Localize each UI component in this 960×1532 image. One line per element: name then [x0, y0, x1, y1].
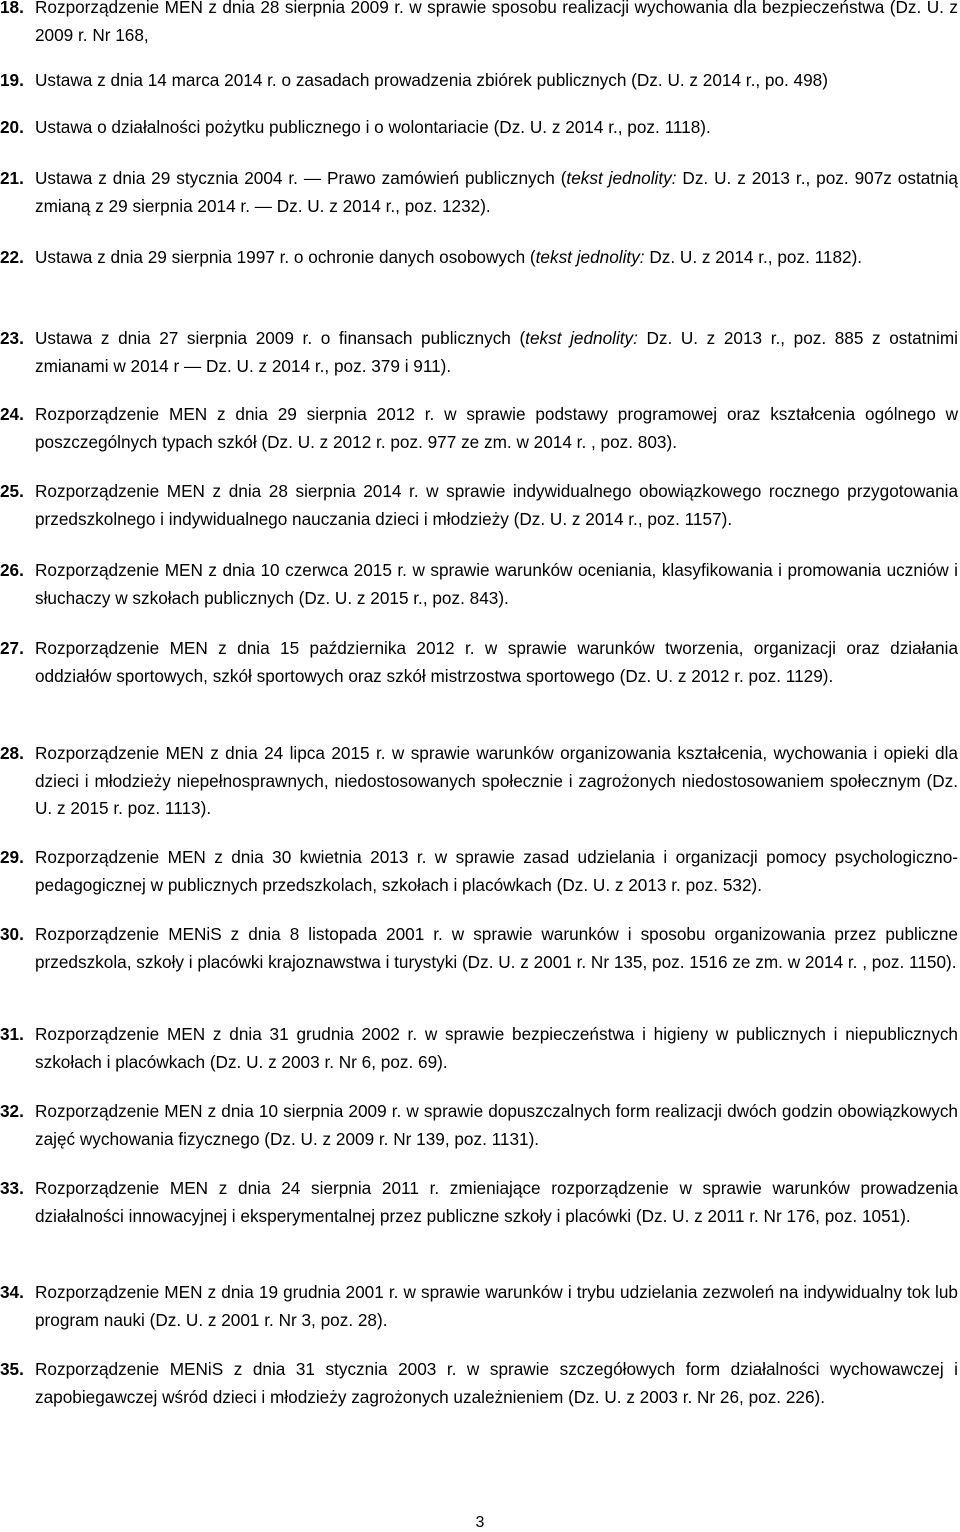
item-text-italic: tekst jednolity: [566, 168, 677, 188]
item-number: 25. [0, 481, 24, 501]
list-item [0, 0, 958, 49]
item-number: 23. [0, 328, 24, 348]
item-text: Rozporządzenie MEN z dnia 28 sierpnia 2014 r. w sprawie indywidualnego obowiązkowego rocznego przygotowania przedszkolnego i indywidualnego nauczania dzieci i młodzieży (Dz. U. z 2014 r., poz. 1157). [35, 481, 958, 529]
list-item [0, 67, 958, 95]
list-item [0, 325, 958, 380]
item-text-part: Dz. U. z 2013 r., poz. 907z ostatnią zmianą z 29 sierpnia 2014 r. — Dz. U. z 2014 r., poz. 1232). [35, 168, 958, 216]
item-text: Ustawa z dnia 14 marca 2014 r. o zasadach prowadzenia zbiórek publicznych (Dz. U. z 2014 r., po. 498) [35, 70, 828, 90]
item-text: Rozporządzenie MEN z dnia 31 grudnia 2002 r. w sprawie bezpieczeństwa i higieny w publicznych i niepublicznych szkołach i placówkach (Dz. U. z 2003 r. Nr 6, poz. 69). [35, 1024, 958, 1072]
list-item [0, 1356, 958, 1411]
item-text [35, 165, 958, 220]
item-text: Ustawa o działalności pożytku publicznego i o wolontariacie (Dz. U. z 2014 r., poz. 1118). [35, 117, 711, 137]
list-item [0, 740, 958, 823]
list-item [0, 165, 958, 220]
item-text: Rozporządzenie MEN z dnia 24 lipca 2015 r. w sprawie warunków organizowania kształcenia, wychowania i opieki dla dzieci i młodzieży niepełnosprawnych, niedostosowanych społecznie i zagrożonych niedostosowaniem społecznym (Dz. U. z 2015 r. poz. 1113). [35, 743, 958, 819]
item-text [35, 325, 958, 380]
item-number: 24. [0, 404, 24, 424]
list-item [0, 401, 958, 456]
item-text [35, 244, 958, 272]
item-number: 33. [0, 1178, 24, 1198]
item-text: Rozporządzenie MEN z dnia 15 października 2012 r. w sprawie warunków tworzenia, organizacji oraz działania oddziałów sportowych, szkół sportowych oraz szkół mistrzostwa sportowego (Dz. U. z 2012 r. poz. 1129). [35, 638, 958, 686]
list-item [0, 1175, 958, 1230]
item-text: Rozporządzenie MENiS z dnia 8 listopada 2001 r. w sprawie warunków i sposobu organizowania przez publiczne przedszkola, szkoły i placówki krajoznawstwa i turystyki (Dz. U. z 2001 r. Nr 135, poz. 1516 ze zm. w 2014 r. , poz. 1150). [35, 924, 958, 972]
list-item [0, 1279, 958, 1334]
item-text-part: Ustawa z dnia 27 sierpnia 2009 r. o finansach publicznych ( [35, 328, 526, 348]
item-number: 19. [0, 70, 24, 90]
list-item [0, 921, 958, 976]
item-text: Rozporządzenie MEN z dnia 10 sierpnia 2009 r. w sprawie dopuszczalnych form realizacji dwóch godzin obowiązkowych zajęć wychowania fizycznego (Dz. U. z 2009 r. Nr 139, poz. 1131). [35, 1101, 958, 1149]
item-number: 31. [0, 1024, 24, 1044]
page-number: 3 [475, 1514, 485, 1531]
item-text: Rozporządzenie MEN z dnia 30 kwietnia 2013 r. w sprawie zasad udzielania i organizacji pomocy psychologiczno-pedagogicznej w publicznych przedszkolach, szkołach i placówkach (Dz. U. z 2013 r. poz. 532). [35, 847, 958, 895]
item-text: Rozporządzenie MEN z dnia 28 sierpnia 2009 r. w sprawie sposobu realizacji wychowania dla bezpieczeństwa (Dz. U. z 2009 r. Nr 168, [35, 0, 958, 45]
list-item [0, 244, 958, 272]
item-number: 22. [0, 247, 24, 267]
item-text-italic: tekst jednolity: [525, 328, 638, 348]
item-text-part: Dz. U. z 2014 r., poz. 1182). [644, 247, 863, 267]
item-text: Rozporządzenie MEN z dnia 10 czerwca 2015 r. w sprawie warunków oceniania, klasyfikowania i promowania uczniów i słuchaczy w szkołach publicznych (Dz. U. z 2015 r., poz. 843). [35, 560, 958, 608]
list-item [0, 635, 958, 690]
item-text: Rozporządzenie MEN z dnia 29 sierpnia 2012 r. w sprawie podstawy programowej oraz kształcenia ogólnego w poszczególnych typach szkół (Dz. U. z 2012 r. poz. 977 ze zm. w 2014 r. , poz. 803). [35, 404, 958, 452]
item-number: 26. [0, 560, 24, 580]
item-number: 30. [0, 924, 24, 944]
list-item [0, 557, 958, 612]
item-text-part: Ustawa z dnia 29 sierpnia 1997 r. o ochronie danych osobowych ( [35, 247, 536, 267]
item-text: Rozporządzenie MEN z dnia 24 sierpnia 2011 r. zmieniające rozporządzenie w sprawie warunków prowadzenia działalności innowacyjnej i eksperymentalnej przez publiczne szkoły i placówki (Dz. U. z 2011 r. Nr 176, poz. 1051). [35, 1178, 958, 1226]
item-number: 21. [0, 168, 24, 188]
item-text-part: Dz. U. z 2013 r., poz. 885 z ostatnimi zmianami w 2014 r — Dz. U. z 2014 r., poz. 379 i 911). [35, 328, 958, 376]
list-item [0, 844, 958, 899]
item-text-part: Ustawa z dnia 29 stycznia 2004 r. — Prawo zamówień publicznych ( [35, 168, 567, 188]
list-item [0, 478, 958, 533]
item-number: 35. [0, 1359, 24, 1379]
item-number: 29. [0, 847, 24, 867]
item-text-italic: tekst jednolity: [535, 247, 645, 267]
item-number: 18. [0, 0, 24, 17]
item-text: Rozporządzenie MENiS z dnia 31 stycznia 2003 r. w sprawie szczegółowych form działalności wychowawczej i zapobiegawczej wśród dzieci i młodzieży zagrożonych uzależnieniem (Dz. U. z 2003 r. Nr 26, poz. 226). [35, 1359, 958, 1407]
item-number: 28. [0, 743, 24, 763]
list-item [0, 1021, 958, 1076]
list-item [0, 114, 958, 142]
item-text: Rozporządzenie MEN z dnia 19 grudnia 2001 r. w sprawie warunków i trybu udzielania zezwoleń na indywidualny tok lub program nauki (Dz. U. z 2001 r. Nr 3, poz. 28). [35, 1282, 958, 1330]
item-number: 27. [0, 638, 24, 658]
item-number: 20. [0, 117, 24, 137]
item-number: 32. [0, 1101, 24, 1121]
list-item [0, 1098, 958, 1153]
item-number: 34. [0, 1282, 24, 1302]
